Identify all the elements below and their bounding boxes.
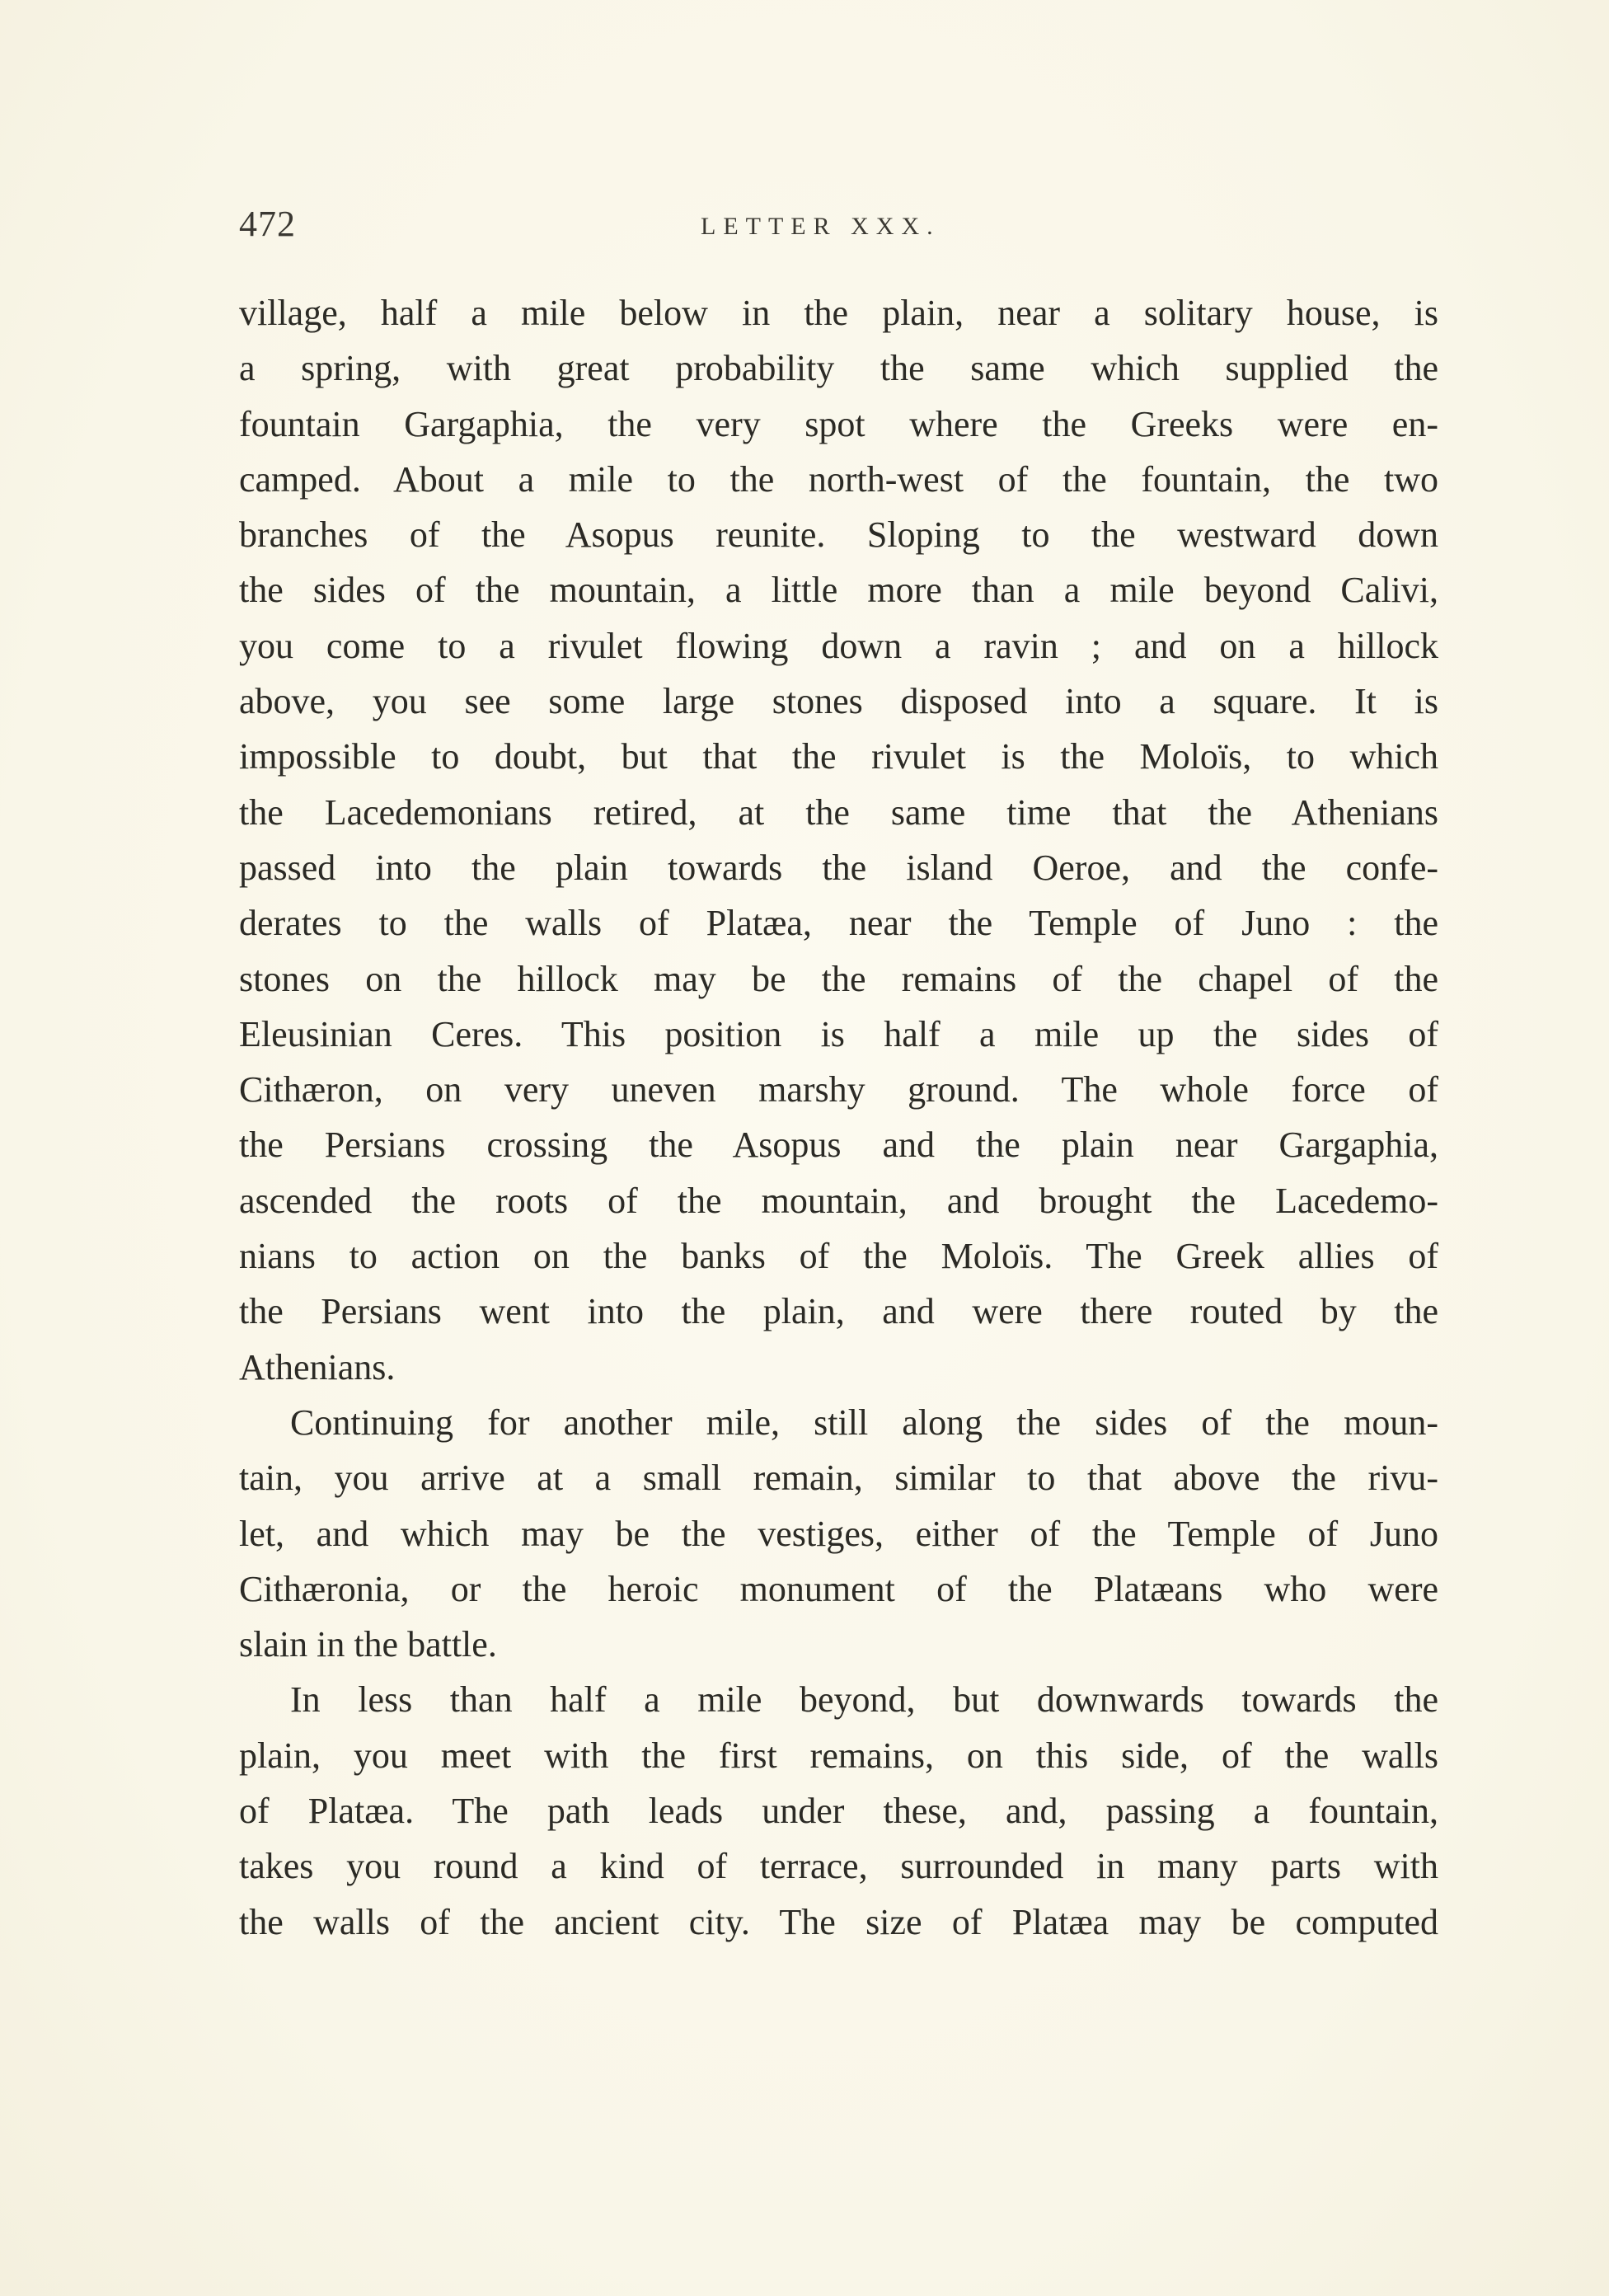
text-line: above, you see some large stones disposed into a square. It is xyxy=(239,681,1438,722)
text-line: the Lacedemonians retired, at the same time that the Athenians xyxy=(239,791,1438,833)
text-line: village, half a mile below in the plain, near a solitary house, is xyxy=(239,293,1438,333)
body-text xyxy=(239,285,1438,1950)
text-line: the sides of the mountain, a little more than a mile beyond Calivi, xyxy=(239,570,1438,611)
text-line: stones on the hillock may be the remains of the chapel of the xyxy=(239,958,1438,999)
text-line: takes you round a kind of terrace, surrounded in many parts with xyxy=(239,1846,1438,1887)
text-line: fountain Gargaphia, the very spot where the Greeks were en- xyxy=(239,403,1438,444)
text-line: the walls of the ancient city. The size of Platæa may be computed xyxy=(239,1901,1438,1942)
text-line: Eleusinian Ceres. This position is half a mile up the sides of xyxy=(239,1013,1438,1054)
text-line: plain, you meet with the first remains, on this side, of the walls xyxy=(239,1735,1438,1776)
page-header xyxy=(239,198,1438,256)
text-line: tain, you arrive at a small remain, similar to that above the rivu- xyxy=(239,1458,1438,1499)
text-line: branches of the Asopus reunite. Sloping to the westward down xyxy=(239,514,1438,556)
text-line: the Persians went into the plain, and were there routed by the xyxy=(239,1291,1438,1332)
text-line: impossible to doubt, but that the rivulet is the Moloïs, to which xyxy=(239,736,1438,777)
text-line: of Platæa. The path leads under these, and, passing a fountain, xyxy=(239,1791,1438,1832)
paragraph-end-line: slain in the battle. xyxy=(239,1624,497,1665)
text-line: derates to the walls of Platæa, near the Temple of Juno : the xyxy=(239,903,1438,944)
text-line: camped. About a mile to the north-west of the fountain, the two xyxy=(239,458,1438,500)
text-line: ascended the roots of the mountain, and brought the Lacedemo- xyxy=(239,1180,1438,1221)
paragraph-start-line: In less than half a mile beyond, but downwards towards the xyxy=(290,1679,1438,1721)
running-head: LETTER XXX. xyxy=(701,213,941,240)
text-line: Cithæron, on very uneven marshy ground. The whole force of xyxy=(239,1069,1438,1110)
text-line: nians to action on the banks of the Moloïs. The Greek allies of xyxy=(239,1236,1438,1277)
paragraph-end-line: Athenians. xyxy=(239,1346,396,1387)
text-line: passed into the plain towards the island Oeroe, and the confe- xyxy=(239,847,1438,888)
text-line: a spring, with great probability the same which supplied the xyxy=(239,348,1438,389)
text-line: you come to a rivulet flowing down a ravin ; and on a hillock xyxy=(239,625,1438,666)
text-line: let, and which may be the vestiges, either of the Temple of Juno xyxy=(239,1513,1438,1554)
text-line: Cithæronia, or the heroic monument of the Platæans who were xyxy=(239,1568,1438,1609)
text-line: the Persians crossing the Asopus and the plain near Gargaphia, xyxy=(239,1125,1438,1166)
page-number: 472 xyxy=(239,204,296,244)
paragraph-start-line: Continuing for another mile, still along the sides of the moun- xyxy=(290,1402,1438,1443)
